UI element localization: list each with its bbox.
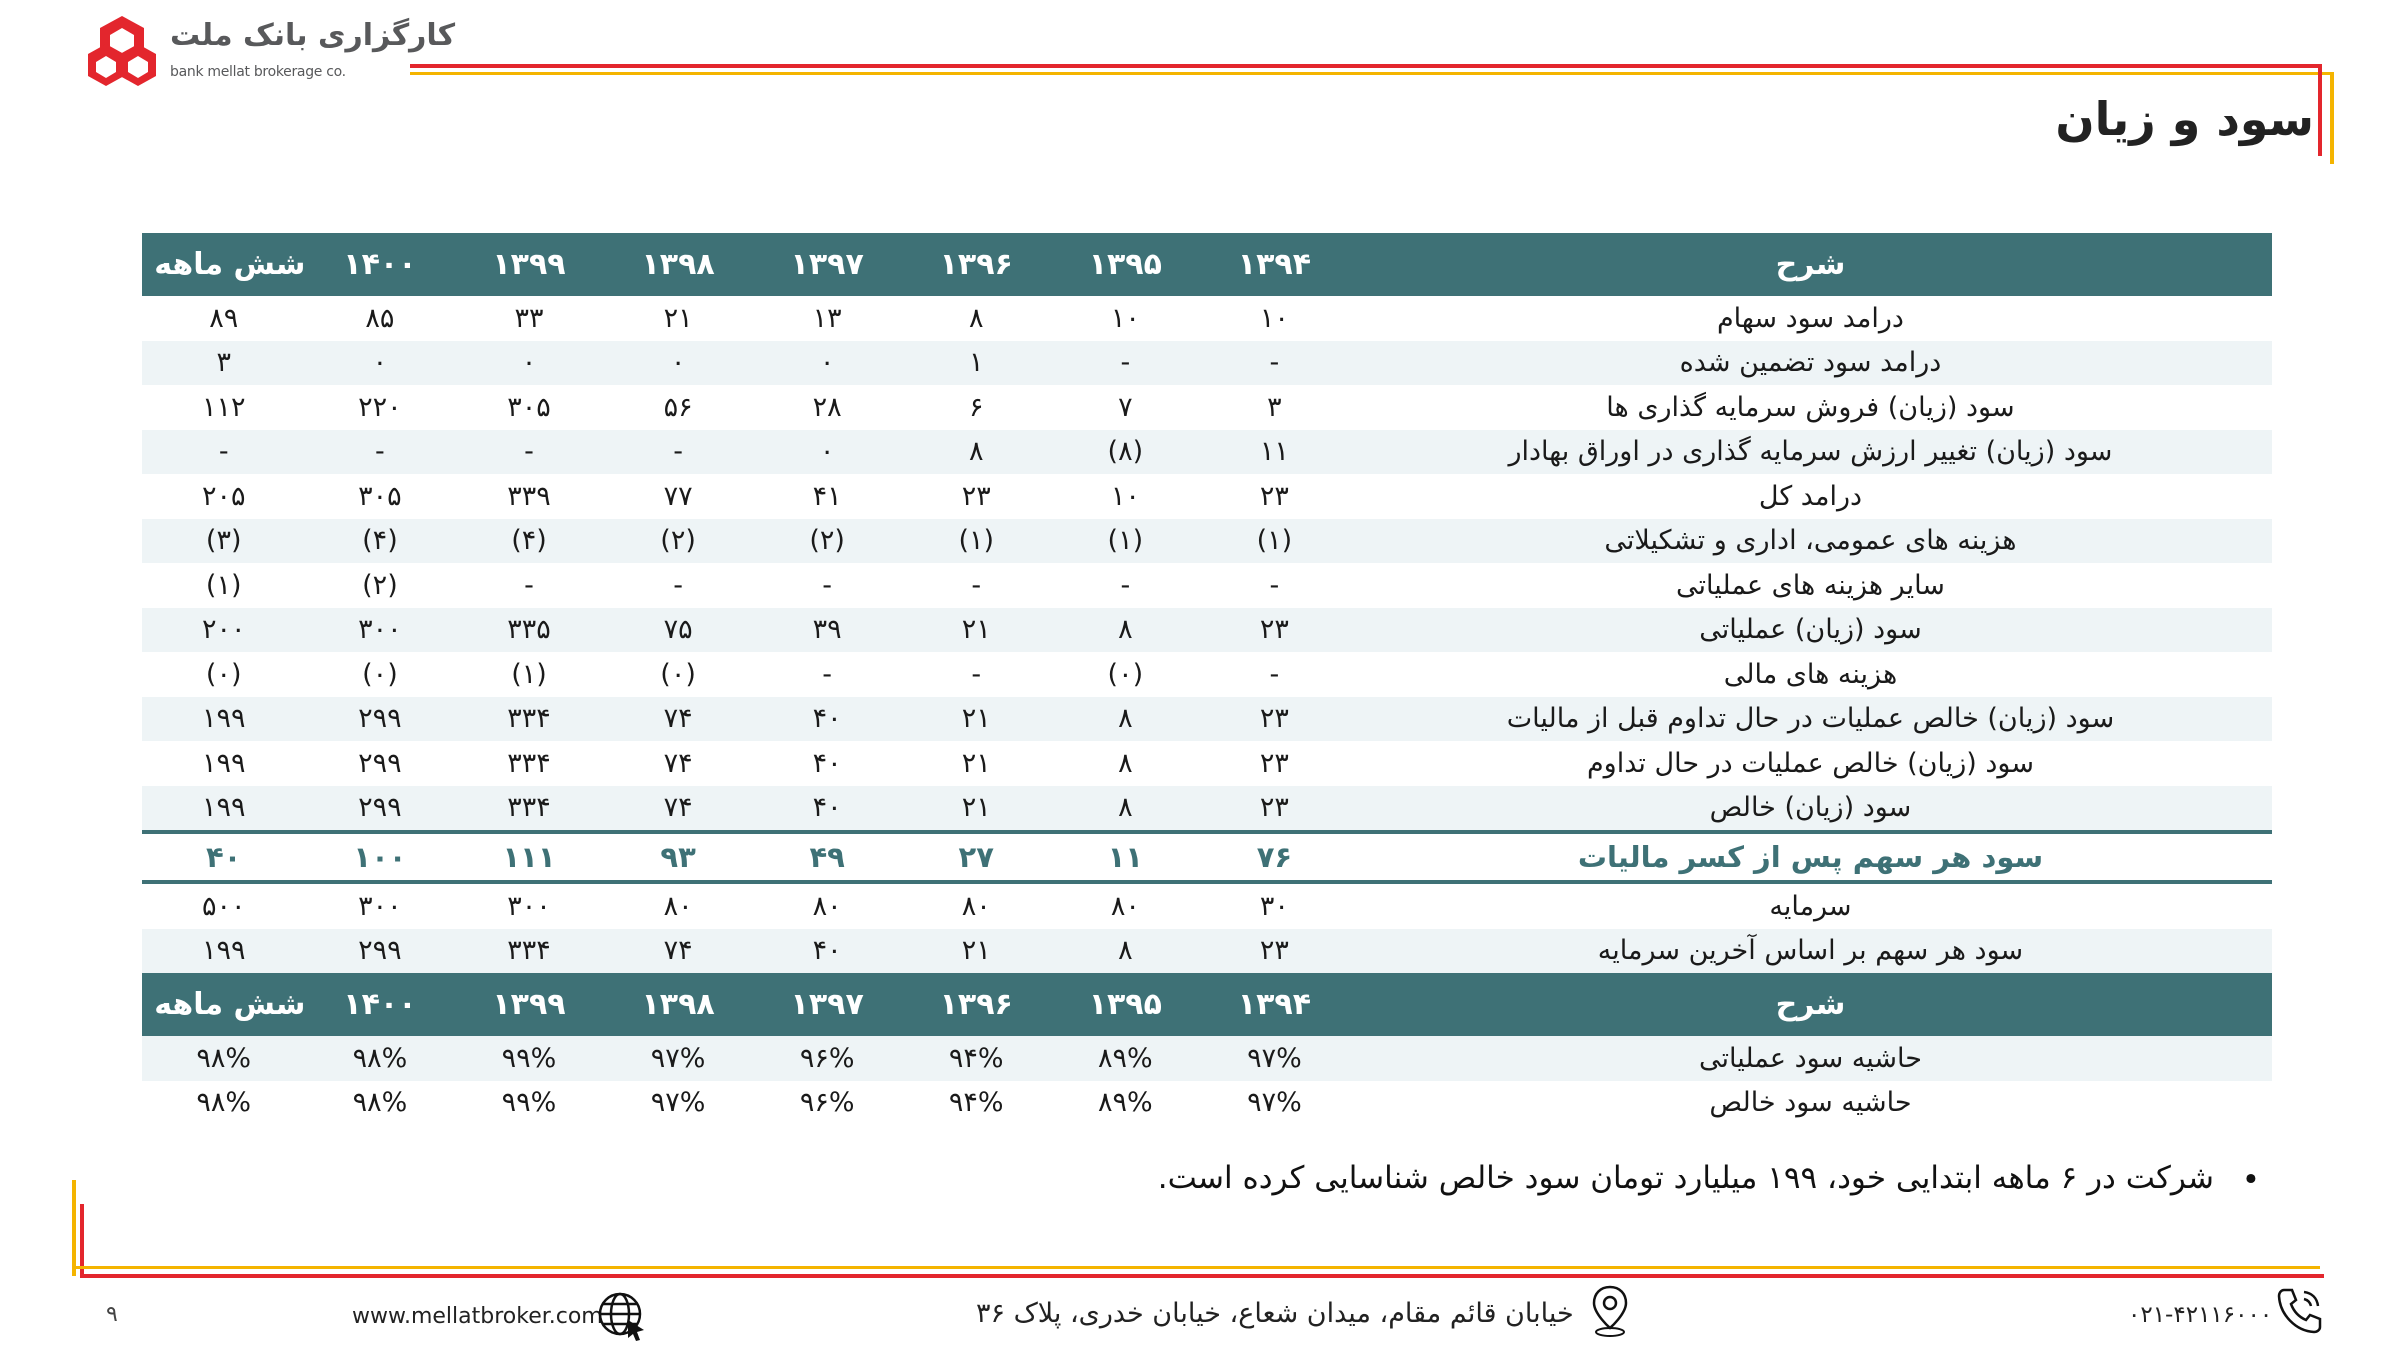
table-cell: ۸ [1051, 697, 1200, 742]
table-row [142, 1036, 2272, 1081]
column-header-period: ۱۴۰۰ [305, 973, 454, 1036]
table-row [142, 563, 2272, 608]
table-cell: ۱۳ [812, 302, 842, 334]
table-cell: ۰ [454, 341, 603, 386]
row-label: درامد سود تضمین شده [1349, 341, 2272, 386]
row-label: سود (زیان) عملیاتی [1349, 608, 2272, 653]
table-cell: ۷۴ [604, 697, 753, 742]
table-cell: ۴۰ [142, 832, 305, 882]
row-label: سود (زیان) فروش سرمایه گذاری ها [1606, 391, 2015, 423]
table-cell: - [305, 430, 454, 475]
column-header-period: ۱۳۹۶ [902, 233, 1051, 296]
table-cell: ۲۷ [902, 832, 1051, 882]
table-cell: (۴) [454, 519, 603, 564]
column-header-period: ۱۳۹۸ [604, 233, 753, 296]
table-cell: ۲۱ [961, 747, 991, 779]
table-cell: ۹۸% [352, 1087, 408, 1119]
table-cell: ۶ [968, 391, 984, 423]
table-row [142, 697, 2272, 742]
table-cell: ۸۹% [1051, 1036, 1200, 1081]
table-row [142, 519, 2272, 564]
footer-divider-yellow [72, 1266, 2320, 1269]
table-cell: ۴۰ [753, 786, 902, 833]
table-cell: ۰ [305, 341, 454, 386]
table-cell: ۳۳۴ [454, 786, 603, 833]
logo-text-en: bank mellat brokerage co. [170, 64, 346, 80]
table-cell: ۱۹۹ [142, 786, 305, 833]
profit-loss-table [70, 233, 2272, 1125]
table-cell: - [604, 430, 753, 475]
table-cell: ۲۳ [1200, 786, 1349, 833]
table-cell: ۲۹۹ [358, 747, 402, 779]
table-cell: (۱) [902, 519, 1051, 564]
table-cell: ۳۳۹ [507, 480, 551, 512]
column-header-period: ۱۳۹۸ [604, 973, 753, 1036]
table-cell: ۳۳۴ [507, 747, 551, 779]
table-cell: - [1051, 341, 1200, 386]
row-label: حاشیه سود عملیاتی [1349, 1036, 2272, 1081]
column-header-period: شش ماهه ۱۴۰۱ [142, 973, 305, 1036]
table-cell: ۲۳ [1200, 697, 1349, 742]
column-header-period: ۱۳۹۴ [1200, 973, 1349, 1036]
table-cell: ۷۵ [604, 608, 753, 653]
table-cell: (۱) [511, 658, 547, 690]
table-cell: ۱۱۲ [201, 391, 246, 423]
table-cell: ۹۷% [1247, 1087, 1302, 1119]
table-cell: ۲۹۹ [305, 929, 454, 974]
column-header-period: ۱۳۹۴ [1200, 233, 1349, 296]
table-header-row [142, 233, 2272, 296]
table-row [142, 474, 2272, 519]
table-cell: ۰ [604, 341, 753, 386]
row-label: درامد کل [1758, 480, 1863, 512]
table-cell: ۱۹۹ [201, 747, 246, 779]
table-cell: ۳۳۴ [454, 929, 603, 974]
row-label: سود هر سهم پس از کسر مالیات [1349, 832, 2272, 882]
table-cell: ۳۳۵ [454, 608, 603, 653]
row-label: حاشیه سود خالص [1709, 1087, 1912, 1119]
header-accent-red [2318, 64, 2322, 156]
header-divider-red [410, 64, 2320, 68]
footer-divider-red [80, 1274, 2324, 1278]
table-cell: ۲۳ [1259, 747, 1289, 779]
table-cell: ۷۴ [604, 786, 753, 833]
table-cell: ۸۵ [365, 302, 395, 334]
table-cell: ۹۸% [305, 1036, 454, 1081]
column-header-description: شرح [1349, 973, 2272, 1036]
column-header-period: شش ماهه ۱۴۰۱ [142, 233, 305, 296]
table-cell: ۸ [968, 302, 984, 334]
footer-accent-yellow [72, 1180, 76, 1276]
table-cell: ۹۸% [196, 1087, 252, 1119]
header-accent-yellow [2330, 72, 2334, 164]
website-link[interactable]: www.mellatbroker.com [352, 1304, 603, 1329]
table-cell: - [142, 430, 305, 475]
table-cell: ۲۰۵ [201, 480, 246, 512]
table-cell: ۲۳ [961, 480, 991, 512]
phone-number[interactable]: ۰۲۱-۴۲۱۱۶۰۰۰ [2128, 1302, 2273, 1328]
table-cell: ۲۱ [663, 302, 693, 334]
table-cell: ۲۹۹ [305, 697, 454, 742]
table-cell: - [822, 658, 833, 690]
table-row [142, 296, 2272, 341]
table-cell: ۱۰ [1259, 302, 1289, 334]
table-row [142, 385, 2272, 430]
column-header-description: شرح [1349, 233, 2272, 296]
logo-mark-icon [84, 14, 160, 90]
column-header-period: ۱۳۹۵ [1051, 233, 1200, 296]
row-label: سرمایه [1769, 890, 1852, 922]
table-row [142, 741, 2272, 786]
table-row [142, 786, 2272, 833]
column-header-period: ۱۳۹۹ [454, 233, 603, 296]
table-cell: (۱) [1051, 519, 1200, 564]
table-cell: ۳۰ [1259, 890, 1289, 922]
table-cell: ۷۴ [663, 747, 693, 779]
table-cell: ۳۰۰ [507, 890, 551, 922]
location-pin-icon [1590, 1284, 1630, 1338]
table-cell: ۲۰۰ [142, 608, 305, 653]
table-cell: ۹۴% [902, 1036, 1051, 1081]
table-cell: ۱۱۱ [454, 832, 603, 882]
table-cell: ۵۰۰ [201, 890, 246, 922]
table-cell: ۵۶ [663, 391, 693, 423]
table-cell: ۸۹% [1097, 1087, 1153, 1119]
column-header-period: ۱۳۹۵ [1051, 973, 1200, 1036]
table-cell: ۱۰ [1110, 480, 1140, 512]
table-cell: (۲) [753, 519, 902, 564]
table-cell: ۰ [753, 341, 902, 386]
table-cell: - [1269, 569, 1280, 601]
table-cell: ۲۳ [1200, 608, 1349, 653]
table-cell: - [971, 658, 982, 690]
table-cell: ۲۲۰ [358, 391, 402, 423]
table-row [142, 1081, 2272, 1126]
table-row [142, 929, 2272, 974]
table-cell: ۱۹۹ [142, 929, 305, 974]
table-cell: ۸۰ [961, 890, 991, 922]
table-cell: ۸ [902, 430, 1051, 475]
globe-icon [596, 1290, 648, 1342]
table-cell: ۳۰۰ [358, 890, 402, 922]
table-cell: ۸۹ [209, 302, 239, 334]
table-cell: - [1120, 569, 1131, 601]
table-cell: ۹۳ [604, 832, 753, 882]
table-cell: ۹۷% [1200, 1036, 1349, 1081]
table-cell: ۴۰ [753, 697, 902, 742]
table-cell: - [1269, 658, 1280, 690]
table-cell: (۰) [205, 658, 242, 690]
table-row [142, 430, 2272, 475]
table-row [142, 652, 2272, 697]
table-cell: ۸ [1051, 929, 1200, 974]
phone-icon [2274, 1284, 2326, 1336]
table-row [142, 341, 2272, 386]
page-number: ۹ [106, 1302, 118, 1327]
row-label: درامد سود سهام [1716, 302, 1904, 334]
page-title: سود و زیان [2055, 92, 2314, 146]
table-cell: ۷۷ [663, 480, 693, 512]
table-cell: ۱۰ [1110, 302, 1140, 334]
table-cell: ۲۱ [902, 929, 1051, 974]
table-cell: ۲۱ [902, 608, 1051, 653]
table-cell: (۰) [1107, 658, 1144, 690]
table-cell: ۴۰ [812, 747, 842, 779]
table-cell: ۹۸% [142, 1036, 305, 1081]
row-label: سود (زیان) خالص [1349, 786, 2272, 833]
table-header-row [142, 973, 2272, 1036]
table-cell: - [971, 569, 982, 601]
table-cell: - [454, 430, 603, 475]
row-label: هزینه های عمومی، اداری و تشکیلاتی [1349, 519, 2272, 564]
table-cell: - [673, 569, 683, 601]
table-cell: (۰) [660, 658, 696, 690]
table-cell: ۰ [753, 430, 902, 475]
table-cell: ۸۰ [812, 890, 842, 922]
eps-row [142, 832, 2272, 882]
table-cell: ۸ [1118, 747, 1133, 779]
table-cell: - [822, 569, 833, 601]
row-label: سود (زیان) خالص عملیات در حال تداوم قبل از مالیات [1349, 697, 2272, 742]
table-cell: ۳۹ [753, 608, 902, 653]
row-label: سود (زیان) خالص عملیات در حال تداوم [1586, 747, 2034, 779]
table-cell: ۸ [1051, 608, 1200, 653]
bullet-marker: • [2241, 1162, 2260, 1198]
table-cell: (۸) [1051, 430, 1200, 475]
table-cell: (۲) [362, 569, 398, 601]
table-cell: ۹۶% [799, 1087, 855, 1119]
table-cell: ۹۹% [454, 1036, 603, 1081]
column-header-period: ۱۳۹۷ [753, 233, 902, 296]
table-cell: ۷ [1118, 391, 1133, 423]
table-cell: ۸ [1051, 786, 1200, 833]
row-label: سایر هزینه های عملیاتی [1676, 569, 1945, 601]
office-address: خیابان قائم مقام، میدان شعاع، خیابان خدری، پلاک ۳۶ [976, 1298, 1574, 1329]
logo-text-fa: کارگزاری بانک ملت [170, 18, 456, 53]
summary-note: شرکت در ۶ ماهه ابتدایی خود، ۱۹۹ میلیارد تومان سود خالص شناسایی کرده است. [1157, 1160, 2214, 1196]
table-cell: ۱ [902, 341, 1051, 386]
table-cell: ۷۴ [604, 929, 753, 974]
table-cell: (۰) [362, 658, 398, 690]
table-cell: ۷۶ [1200, 832, 1349, 882]
table-cell: ۲۸ [812, 391, 842, 423]
table-cell: ۱۱ [1200, 430, 1349, 475]
table-cell: ۹۶% [753, 1036, 902, 1081]
table-cell: ۲۳ [1259, 480, 1289, 512]
table-cell: (۱) [1200, 519, 1349, 564]
table-cell: ۳ [142, 341, 305, 386]
brand-logo [84, 14, 456, 94]
row-label: سود هر سهم بر اساس آخرین سرمایه [1349, 929, 2272, 974]
column-header-period: ۱۳۹۹ [454, 973, 603, 1036]
table-cell: ۱۹۹ [142, 697, 305, 742]
table-cell: ۳۰۰ [305, 608, 454, 653]
table-cell: ۴۰ [753, 929, 902, 974]
table-cell: ۳۳۴ [454, 697, 603, 742]
header-divider-yellow [410, 72, 2332, 75]
column-header-period: ۱۳۹۷ [753, 973, 902, 1036]
table-row [142, 608, 2272, 653]
table-cell: ۹۴% [948, 1087, 1004, 1119]
table-cell: (۴) [305, 519, 454, 564]
table-cell: ۱۰۰ [305, 832, 454, 882]
table-cell: ۳۰۵ [507, 391, 551, 423]
table-cell: ۹۷% [650, 1087, 706, 1119]
table-cell: ۱۱ [1051, 832, 1200, 882]
table-cell: ۹۷% [604, 1036, 753, 1081]
table-cell: (۳) [142, 519, 305, 564]
table-cell: ۸۰ [1110, 890, 1140, 922]
table-cell: ۳۳ [514, 302, 544, 334]
table-cell: ۳ [1267, 391, 1282, 423]
table-row [142, 882, 2272, 929]
table-cell: ۲۳ [1200, 929, 1349, 974]
table-cell: ۴۹ [753, 832, 902, 882]
table-cell: ۳۰۵ [358, 480, 402, 512]
table-cell: - [1200, 341, 1349, 386]
column-header-period: ۱۴۰۰ [305, 233, 454, 296]
table-cell: ۲۱ [902, 786, 1051, 833]
table-cell: (۲) [604, 519, 753, 564]
row-label: سود (زیان) تغییر ارزش سرمایه گذاری در اوراق بهادار [1349, 430, 2272, 475]
column-header-period: ۱۳۹۶ [902, 973, 1051, 1036]
table-cell: ۹۹% [501, 1087, 557, 1119]
table-cell: (۱) [205, 569, 242, 601]
table-cell: - [524, 569, 534, 601]
table-cell: ۸۰ [663, 890, 693, 922]
table-cell: ۲۹۹ [305, 786, 454, 833]
row-label: هزینه های مالی [1723, 658, 1898, 690]
table-cell: ۲۱ [902, 697, 1051, 742]
table-cell: ۴۱ [812, 480, 842, 512]
